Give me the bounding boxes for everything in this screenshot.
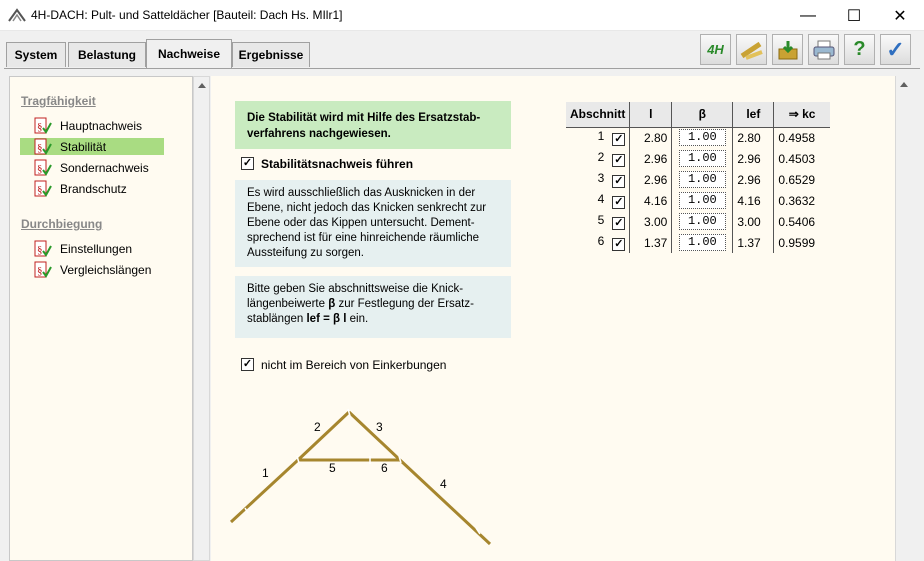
- row-section-cell: [566, 211, 630, 232]
- row-number: 5: [597, 213, 605, 227]
- row-number: 1: [597, 129, 605, 144]
- scroll-up-icon[interactable]: [900, 82, 908, 87]
- roof-diagram: [222, 400, 502, 550]
- sidebar-item-vergleichslaengen[interactable]: [20, 261, 164, 278]
- sidebar-item-label: Brandschutz: [60, 181, 127, 196]
- row-lef: 2.80: [733, 127, 774, 148]
- sidebar-item-label: Sondernachweis: [60, 160, 149, 175]
- row-l: 3.00: [630, 211, 672, 232]
- row-checkbox[interactable]: ✓: [614, 175, 624, 187]
- row-kc: 0.4503: [774, 148, 830, 169]
- table-row: [566, 127, 830, 148]
- paragraph-check-icon: [34, 240, 52, 257]
- tab-nachweise[interactable]: Nachweise: [146, 39, 232, 68]
- info-box-beta: [235, 276, 511, 338]
- section-sign-icon: §: [37, 142, 43, 154]
- section-tragfaehigkeit: Tragfähigkeit: [21, 94, 96, 108]
- col-header-l: l: [630, 102, 672, 127]
- row-section-cell: [566, 148, 630, 169]
- paragraph-check-icon: [34, 117, 52, 134]
- row-lef: 2.96: [733, 148, 774, 169]
- row-section-cell: [566, 190, 630, 211]
- beta-input[interactable]: 1.00: [679, 150, 726, 167]
- row-checkbox[interactable]: ✓: [614, 238, 624, 250]
- row-checkbox[interactable]: ✓: [614, 133, 624, 146]
- row-lef: 4.16: [733, 190, 774, 211]
- section-sign-icon: §: [37, 163, 43, 175]
- row-checkbox[interactable]: ✓: [614, 196, 624, 208]
- row-lef: 1.37: [733, 232, 774, 253]
- row-l: 1.37: [630, 232, 672, 253]
- tab-ergebnisse[interactable]: Ergebnisse: [232, 42, 310, 67]
- info-text-line: Bitte geben Sie abschnittsweise die Knick-: [247, 283, 464, 295]
- formula-lef: lef = β l: [306, 313, 347, 325]
- section-sign-icon: §: [37, 265, 43, 277]
- print-icon: [812, 39, 836, 61]
- member-4: [400, 460, 490, 544]
- table-row: [566, 190, 830, 211]
- notch-checkbox[interactable]: [241, 358, 254, 371]
- tab-belastung[interactable]: Belastung: [68, 42, 146, 67]
- info-text-fragment: ein.: [349, 313, 369, 325]
- beta-input[interactable]: 1.00: [679, 213, 726, 230]
- help-icon: ?: [853, 38, 866, 60]
- section-durchbiegung: Durchbiegung: [21, 217, 103, 231]
- col-header-abschnitt: Abschnitt: [566, 102, 630, 127]
- row-kc: 0.3632: [774, 190, 830, 211]
- beta-input[interactable]: 1.00: [679, 234, 726, 251]
- section-sign-icon: §: [37, 121, 43, 133]
- row-l: 2.80: [630, 127, 672, 148]
- beta-input[interactable]: 1.00: [679, 171, 726, 188]
- member-label-3: 3: [376, 420, 383, 434]
- row-kc: 0.5406: [774, 211, 830, 232]
- info-text-line: Ebene oder das Kippen untersucht. Dement-: [247, 217, 475, 229]
- sidebar-item-label: Vergleichslängen: [60, 262, 152, 277]
- confirm-button[interactable]: [880, 34, 911, 65]
- sidebar-item-stabilitaet[interactable]: [20, 138, 164, 155]
- stability-checkbox-label: Stabilitätsnachweis führen: [261, 157, 414, 171]
- table-row: [566, 169, 830, 190]
- logo-4h-button[interactable]: [700, 34, 731, 65]
- row-section-cell: [566, 127, 630, 148]
- sidebar-item-sondernachweis[interactable]: [20, 159, 164, 176]
- help-button[interactable]: [844, 34, 875, 65]
- sidebar-item-label: Einstellungen: [60, 241, 133, 256]
- info-text-line: Aussteifung zu sorgen.: [247, 247, 364, 259]
- notch-checkbox-label: nicht im Bereich von Einkerbungen: [261, 358, 447, 372]
- row-checkbox[interactable]: ✓: [614, 154, 624, 166]
- row-l: 4.16: [630, 190, 672, 211]
- section-sign-icon: §: [37, 184, 43, 196]
- beta-input[interactable]: 1.00: [679, 129, 726, 146]
- edit-button[interactable]: [736, 34, 767, 65]
- info-text-line: sprechend ist für eine hinreichende räumliche: [247, 232, 480, 244]
- sidebar-item-hauptnachweis[interactable]: [20, 117, 164, 134]
- window-title: 4H-DACH: Pult- und Satteldächer [Bauteil: Dach Hs. MIlr1]: [31, 8, 343, 22]
- row-section-cell: [566, 169, 630, 190]
- member-label-6: 6: [381, 461, 388, 475]
- check-icon: ✓: [242, 358, 253, 370]
- paragraph-check-icon: [34, 180, 52, 197]
- member-label-2: 2: [314, 420, 321, 434]
- row-kc: 0.6529: [774, 169, 830, 190]
- sidebar-scrollbar[interactable]: [193, 76, 210, 561]
- close-button[interactable]: [877, 0, 923, 31]
- sidebar-item-einstellungen[interactable]: [20, 240, 164, 257]
- paragraph-check-icon: [34, 261, 52, 278]
- info-text-line: Die Stabilität wird mit Hilfe des Ersatzstab-: [247, 112, 481, 124]
- sections-table: [566, 102, 830, 253]
- row-l: 2.96: [630, 148, 672, 169]
- info-text-line: Es wird ausschließlich das Ausknicken in der: [247, 187, 476, 199]
- 4h-logo-icon: 4H: [707, 42, 724, 57]
- member-3: [349, 412, 400, 460]
- check-icon: ✓: [242, 157, 253, 169]
- save-button[interactable]: [772, 34, 803, 65]
- tab-strip: [0, 31, 924, 68]
- info-text-fragment: stablängen: [247, 313, 304, 325]
- table-row: [566, 211, 830, 232]
- row-kc: 0.9599: [774, 232, 830, 253]
- sidebar-item-label: Hauptnachweis: [60, 118, 143, 133]
- col-header-beta: β: [672, 102, 733, 127]
- close-icon: ✕: [893, 7, 907, 25]
- beta-input[interactable]: 1.00: [679, 192, 726, 209]
- scroll-up-icon[interactable]: [198, 83, 206, 88]
- row-lef: 3.00: [733, 211, 774, 232]
- info-text-fragment: längenbeiwerte: [247, 298, 326, 310]
- member-label-4: 4: [440, 477, 447, 491]
- paragraph-check-icon: [34, 159, 52, 176]
- info-box-buckling: [235, 180, 511, 267]
- maximize-button[interactable]: [831, 0, 877, 31]
- title-bar: [0, 0, 924, 31]
- row-number: 3: [597, 171, 605, 185]
- tab-system[interactable]: System: [6, 42, 66, 67]
- minimize-button[interactable]: [785, 0, 831, 31]
- col-header-lef: lef: [733, 102, 774, 127]
- ruler-pencil-icon: [740, 40, 764, 60]
- print-button[interactable]: [808, 34, 839, 65]
- row-l: 2.96: [630, 169, 672, 190]
- row-checkbox[interactable]: ✓: [614, 217, 624, 229]
- col-header-kc: ⇒ kc: [774, 102, 830, 127]
- row-kc: 0.4958: [774, 127, 830, 148]
- save-icon: [777, 39, 799, 61]
- member-label-1: 1: [262, 466, 269, 480]
- confirm-icon: ✓: [886, 36, 905, 62]
- member-2: [298, 412, 349, 460]
- table-row: [566, 232, 830, 253]
- minimize-icon: —: [800, 6, 816, 24]
- row-number: 6: [597, 234, 605, 248]
- paragraph-check-icon: [34, 138, 52, 155]
- table-row: [566, 148, 830, 169]
- info-text-line: Ebene, nicht jedoch das Knicken senkrecht zur: [247, 202, 487, 214]
- row-lef: 2.96: [733, 169, 774, 190]
- info-text-fragment: zur Festlegung der Ersatz-: [338, 298, 474, 310]
- row-number: 4: [597, 192, 605, 206]
- content-scrollbar[interactable]: [895, 76, 912, 561]
- row-number: 2: [597, 150, 605, 164]
- sidebar-item-brandschutz[interactable]: [20, 180, 164, 197]
- member-label-5: 5: [329, 461, 336, 475]
- beta-symbol: β: [328, 298, 336, 310]
- sidebar-item-label: Stabilität: [60, 139, 107, 154]
- row-section-cell: [566, 232, 630, 253]
- stability-checkbox[interactable]: [241, 157, 254, 170]
- section-sign-icon: §: [37, 244, 43, 256]
- app-roof-icon: [8, 7, 26, 23]
- stability-info-box: [235, 101, 511, 149]
- maximize-icon: ☐: [846, 7, 862, 25]
- info-text-line: verfahrens nachgewiesen.: [247, 128, 391, 140]
